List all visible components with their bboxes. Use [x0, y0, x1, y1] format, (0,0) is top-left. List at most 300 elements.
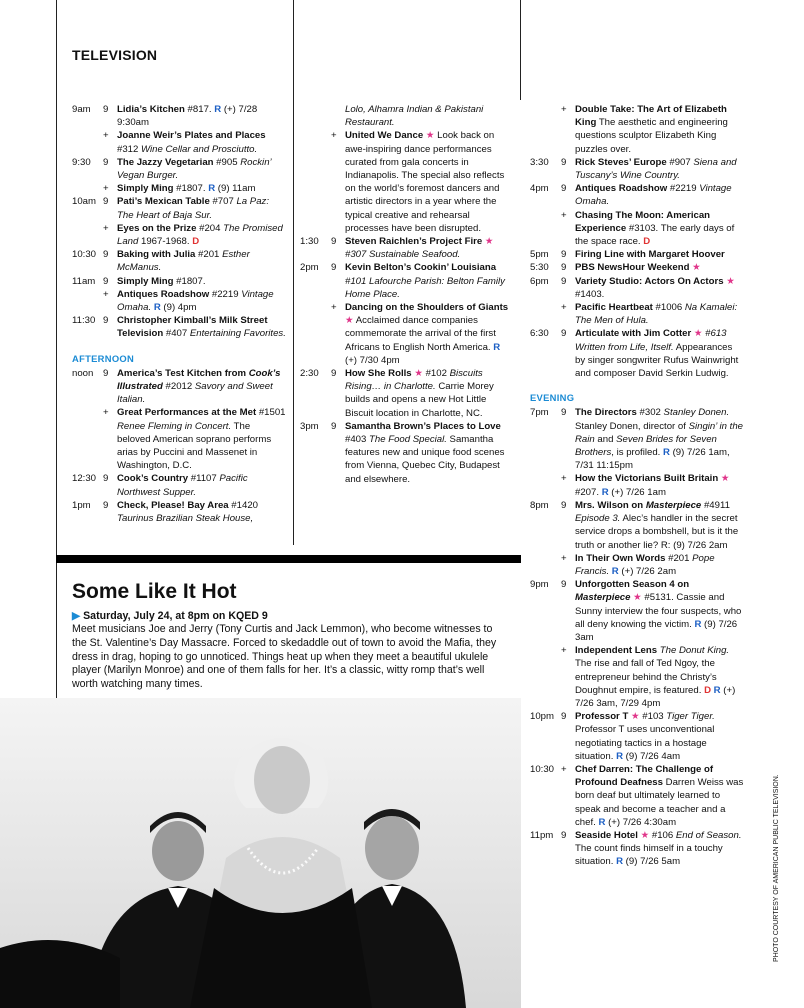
listing-text — [575, 406, 744, 472]
listing-detail: (+) 7/26 2am — [618, 565, 677, 577]
new-star-icon: ★ — [720, 473, 730, 485]
listing-time: 6pm — [530, 275, 549, 287]
episode-title: Episode 3. — [575, 513, 621, 525]
feature-airing-text: Saturday, July 24, at 8pm on KQED 9 — [83, 610, 268, 622]
episode-title: Rockin’ Vegan Burger. — [117, 156, 272, 182]
listing-text — [117, 367, 286, 407]
listing-text — [575, 472, 744, 498]
listing-channel: + — [103, 130, 109, 142]
listing-detail: (+) 7/28 9:30am — [117, 104, 258, 129]
listing-entry — [530, 578, 744, 644]
listing-time — [72, 129, 103, 155]
listing-detail: The count finds himself in a touchy situation. — [575, 843, 723, 868]
listing-time — [300, 103, 331, 129]
repeat-marker: R — [611, 565, 619, 577]
listing-channel: + — [331, 130, 337, 142]
listing-text — [345, 420, 514, 486]
listing-time: 3pm — [300, 420, 319, 432]
feature-airing — [72, 610, 510, 622]
episode-title: Siena and Tuscany’s Wine Country. — [575, 156, 737, 182]
episode-title: Vintage Omaha. — [575, 183, 732, 208]
listing-entry — [530, 248, 744, 261]
listing-detail: Darren Weiss was born deaf but ultimately learned to speak and become a teacher and a chef. — [575, 777, 744, 828]
listing-text — [575, 301, 744, 327]
listing-channel: 9 — [103, 104, 109, 115]
repeat-marker: R — [694, 618, 702, 630]
program-title: Double Take: The Art of Elizabeth King — [575, 104, 727, 129]
program-title: Kevin Belton’s Cookin’ Louisiana — [345, 262, 497, 274]
listing-channel: 9 — [561, 829, 567, 841]
episode-title: Pope Francis. — [575, 552, 715, 577]
listing-text — [345, 261, 514, 301]
listing-detail: #1420 — [228, 499, 258, 511]
listing-text — [575, 103, 744, 156]
new-star-icon: ★ — [726, 275, 735, 287]
listing-entry — [530, 552, 744, 578]
listing-detail: #201 — [195, 249, 223, 261]
listing-time: 1:30 — [300, 236, 319, 248]
listing-channel: 9 — [331, 368, 337, 380]
program-title: Articulate with Jim Cotter — [575, 328, 692, 340]
program-title: Steven Raichlen’s Project Fire — [345, 236, 483, 248]
program-title: Mrs. Wilson on — [575, 499, 646, 511]
episode-title: Stanley Donen. — [663, 407, 730, 419]
listing-detail: (9) 7/26 5am — [623, 856, 681, 868]
listing-channel: + — [103, 222, 109, 234]
listing-entry — [530, 499, 744, 552]
documentary-marker: D — [704, 684, 711, 696]
listing-channel: + — [103, 288, 109, 300]
listing-text — [117, 129, 286, 155]
listing-detail: (+) 7/26 3am, 7/29 4pm — [575, 684, 736, 709]
listing-text — [575, 261, 744, 274]
listing-entry — [300, 103, 514, 129]
listing-entry — [72, 275, 286, 288]
listing-entry — [530, 261, 744, 274]
listing-detail: #1006 — [652, 302, 685, 314]
listing-detail: #1807. — [173, 183, 209, 195]
listing-entry — [72, 129, 286, 155]
listing-text — [117, 195, 286, 221]
program-title: Lidia’s Kitchen — [117, 104, 185, 115]
section-label: AFTERNOON — [72, 352, 135, 364]
episode-title: Singin’ in the Rain — [575, 420, 743, 445]
listing-time: 4pm — [530, 183, 549, 195]
program-title: Firing Line with Margaret Hoover — [575, 249, 725, 261]
listing-detail: Samantha features new and unique food scenes from Vienna, Quebec City, Budapest and elsewhere. — [345, 434, 505, 485]
listing-text — [345, 129, 514, 235]
listing-entry — [72, 472, 286, 498]
listing-detail: #403 — [345, 434, 370, 446]
listing-time: 12:30 — [72, 473, 97, 485]
listing-text — [117, 499, 286, 525]
listing-entry — [530, 763, 744, 829]
listing-channel: 9 — [103, 249, 109, 261]
listing-detail: #3103. The early days of the space race. — [575, 222, 735, 248]
episode-title: Seven Brides for Seven Brothers — [575, 433, 717, 459]
program-title: Antiques Roadshow — [117, 288, 210, 300]
listing-detail: Carrie Morey builds and opens a new Hot Little Biscuit location in Charlotte, NC. — [345, 381, 494, 419]
listing-text — [575, 499, 744, 552]
program-title: Professor T — [575, 711, 629, 723]
listing-entry — [300, 235, 514, 261]
listing-detail: Alec’s handler in the secret service drops a bombshell, but is it the truth or another lie? R: (9) 7/26 2am — [575, 513, 739, 551]
new-star-icon: ★ — [425, 130, 435, 142]
listing-time: 9pm — [530, 579, 549, 591]
listing-detail: Appearances by singer songwriter Rufus Wainwright and composer David Serkin Ludwig. — [575, 341, 739, 380]
listing-detail: #5131. Cassie and Sunny interview the four suspects, who all deny knowing the victim. — [575, 592, 742, 630]
repeat-marker: R — [616, 750, 624, 762]
program-title: Simply Ming — [117, 183, 174, 195]
listing-channel: + — [103, 183, 109, 195]
listing-text — [575, 710, 744, 763]
listing-time — [530, 103, 561, 156]
listing-detail: (9) 7/26 3am — [575, 618, 738, 643]
listing-channel: 9 — [561, 249, 567, 261]
listing-detail: #817. — [184, 104, 215, 115]
listing-entry — [530, 301, 744, 327]
feature-title: Some Like It Hot — [72, 580, 237, 603]
listing-channel: 9 — [561, 262, 567, 274]
new-star-icon: ★ — [633, 592, 642, 604]
listing-entry — [300, 367, 514, 420]
repeat-marker: R — [598, 816, 606, 828]
repeat-marker: R — [601, 486, 609, 498]
listing-time — [530, 644, 561, 710]
listing-time — [72, 288, 103, 314]
listing-detail: #2219 — [209, 288, 242, 300]
listing-channel: + — [561, 473, 567, 485]
episode-title: Taurinus Brazilian Steak House, — [117, 513, 254, 525]
listing-channel: 9 — [561, 579, 567, 591]
listing-time: 2:30 — [300, 368, 319, 380]
episode-title: #613 Written from Life, Itself. — [575, 328, 727, 353]
listing-entry — [530, 472, 744, 498]
new-star-icon: ★ — [640, 829, 650, 841]
listing-channel: 9 — [561, 328, 567, 340]
episode-title: La Paz: The Heart of Baja Sur. — [117, 196, 270, 221]
listing-time — [530, 209, 561, 249]
listing-channel: 9 — [561, 499, 567, 511]
listing-time: 11pm — [530, 829, 554, 841]
listing-entry — [530, 275, 744, 301]
listing-text — [345, 235, 514, 261]
listing-channel: + — [561, 763, 567, 775]
listing-entry — [300, 261, 514, 301]
repeat-marker: R — [208, 183, 216, 195]
listing-entry — [530, 327, 744, 380]
listing-detail: Professor T uses unconventional negotiating tactics in a hostage situation. — [575, 724, 715, 762]
listing-text — [117, 248, 286, 274]
listing-text — [575, 644, 744, 710]
listing-detail: #2012 — [162, 381, 195, 393]
listing-detail: #2219 — [667, 183, 700, 195]
listing-detail: #905 — [213, 156, 241, 168]
listing-entry — [300, 301, 514, 367]
program-title: America’s Test Kitchen from — [117, 367, 249, 379]
listing-detail: and — [594, 433, 617, 445]
listing-time: 2pm — [300, 262, 319, 274]
listing-detail: #312 — [117, 143, 142, 155]
column-divider-2 — [520, 0, 521, 100]
repeat-marker: R — [153, 302, 161, 314]
listing-entry — [72, 248, 286, 274]
episode-title: Tiger Tiger. — [666, 711, 715, 723]
listing-detail: Acclaimed dance companies commemorate the arrival of the first Africans to English North America. — [345, 315, 496, 353]
listing-time — [72, 406, 103, 472]
listing-detail: #1501 — [256, 407, 286, 419]
listing-entry — [72, 195, 286, 221]
program-title: Simply Ming — [117, 275, 174, 287]
listing-channel: 9 — [331, 236, 337, 248]
listing-text — [117, 103, 286, 129]
listing-entry — [530, 406, 744, 472]
listing-channel: + — [561, 302, 567, 314]
listing-detail: (9) 7/26 1am, 7/31 11:15pm — [575, 447, 730, 472]
listing-time: 1pm — [72, 499, 91, 511]
episode-title: End of Season. — [675, 829, 742, 841]
listing-detail: #207. — [575, 486, 602, 498]
new-star-icon: ★ — [692, 262, 701, 274]
listing-detail: Look back on awe-inspiring dance performances curated from gala concerts in Indianapolis. The special also reflects on the world’s foremost dancers and artistic directors in a year where the typical creative and rehearsal processes have been disrupted. — [345, 130, 505, 234]
repeat-marker: R — [214, 104, 222, 115]
listing-channel: + — [561, 645, 567, 657]
listing-detail: #102 — [422, 368, 450, 380]
section-heading: TELEVISION — [72, 47, 158, 63]
schedule-column-3 — [530, 103, 744, 869]
listing-text — [575, 552, 744, 578]
listing-time: 5:30 — [530, 262, 549, 274]
movie-still-photo — [0, 698, 521, 1008]
episode-title: Biscuits Rising… in Charlotte. — [345, 368, 483, 393]
listing-entry — [300, 420, 514, 486]
listing-time: 6:30 — [530, 328, 549, 340]
program-title: How She Rolls — [345, 368, 412, 380]
listing-detail: #106 — [649, 829, 676, 841]
listing-time: 10:30 — [530, 763, 555, 775]
listing-time: 7pm — [530, 407, 549, 419]
program-title: Christopher Kimball’s Milk Street Television — [117, 315, 268, 340]
program-title: Joanne Weir’s Plates and Places — [117, 130, 266, 142]
listing-detail: #4911 — [701, 499, 730, 511]
listing-text — [117, 288, 286, 314]
listing-channel: 9 — [561, 711, 567, 723]
repeat-marker: R — [616, 856, 624, 868]
listing-detail: The beloved American soprano performs arias by Puccini and Massenet in Washington, D.C. — [117, 420, 272, 472]
listing-time: 11:30 — [72, 315, 96, 327]
program-title: Masterpiece — [575, 592, 631, 604]
episode-title: Entertaining Favorites. — [189, 328, 286, 340]
listing-channel: + — [561, 552, 567, 564]
listing-channel: + — [561, 209, 567, 221]
listing-text — [575, 156, 744, 182]
feature-divider-bar — [56, 555, 521, 563]
repeat-marker: R — [713, 684, 721, 696]
program-title: Masterpiece — [645, 499, 702, 511]
listing-detail: #1807. — [173, 275, 206, 287]
listing-text — [117, 156, 286, 182]
listing-time — [530, 472, 561, 498]
program-title: Independent Lens — [575, 645, 658, 657]
listing-text — [575, 248, 744, 261]
listing-channel: 9 — [103, 196, 109, 208]
listing-entry — [72, 314, 286, 340]
listing-text — [575, 829, 744, 869]
listing-channel: 9 — [561, 156, 567, 168]
listing-detail: (+) 7/26 1am — [608, 486, 666, 498]
listing-text — [575, 763, 744, 829]
program-title: Cook’s Country — [117, 473, 189, 485]
program-title: PBS NewsHour Weekend — [575, 262, 690, 274]
program-title: Check, Please! Bay Area — [117, 499, 229, 511]
program-title: Samantha Brown’s Places to Love — [345, 420, 501, 432]
feature-description: Meet musicians Joe and Jerry (Tony Curtis and Jack Lemmon), who become witnesses to the St. Valentine’s Day Massacre. Forced to skedaddle out of town to avoid the Mafia, they dress in drag, hoping to go unnoticed. Things heat up when they meet a beautiful ukulele player (Marilyn Monroe) and one of them falls for her. It’s a classic, witty romp that’s well worth watching many times. — [72, 623, 497, 691]
listing-detail: (9) 11am — [215, 183, 256, 195]
listing-text — [575, 182, 744, 208]
listing-channel: 9 — [561, 407, 567, 419]
listing-channel: 9 — [331, 262, 337, 274]
episode-title: Vintage Omaha. — [117, 288, 274, 314]
schedule-column-2 — [300, 103, 514, 486]
listing-entry — [530, 710, 744, 763]
listing-entry — [72, 103, 286, 129]
listing-detail: #103 — [639, 711, 667, 723]
listing-time: 10am — [72, 196, 96, 208]
episode-title: The Food Special. — [369, 434, 447, 446]
episode-title: #101 Lafourche Parish: Belton Family Home Place. — [345, 275, 505, 300]
listing-time — [530, 301, 561, 327]
listing-time: 5pm — [530, 249, 549, 261]
episode-title: The Promised Land — [117, 222, 283, 248]
listing-entry — [72, 406, 286, 472]
episode-title: Na Kamalei: The Men of Hula. — [575, 302, 738, 327]
program-title: Chasing The Moon: American Experience — [575, 209, 711, 234]
listing-time: 11am — [72, 275, 96, 287]
listing-text — [575, 209, 744, 249]
episode-title: Wine Cellar and Prosciutto. — [141, 143, 258, 155]
listing-entry — [530, 156, 744, 182]
new-star-icon: ★ — [631, 711, 640, 723]
listing-detail: #204 — [196, 222, 224, 234]
listing-text — [575, 275, 744, 301]
listing-detail: The rise and fall of Ted Ngoy, the entrepreneur behind the Christy’s Doughnut empire, is featured. — [575, 658, 717, 696]
listing-detail: The aesthetic and engineering questions sculptor Elizabeth King puzzles over. — [575, 117, 728, 155]
listing-channel: 9 — [561, 275, 567, 287]
listing-text — [117, 182, 286, 195]
listing-text — [575, 327, 744, 380]
listing-entry — [72, 156, 286, 182]
program-title: Baking with Julia — [117, 249, 196, 261]
listing-entry — [72, 182, 286, 195]
listing-detail: 1967-1968. — [138, 236, 193, 248]
listing-entry — [530, 644, 744, 710]
feature-box — [72, 578, 510, 692]
listing-time — [72, 222, 103, 248]
listing-detail: (9) 4pm — [160, 302, 197, 314]
program-title: Variety Studio: Actors On Actors — [575, 275, 724, 287]
program-title: Rick Steves’ Europe — [575, 156, 667, 168]
listing-entry — [530, 209, 744, 249]
listing-time — [300, 129, 331, 235]
listing-time — [300, 301, 331, 367]
episode-title: Renee Fleming in Concert. — [117, 420, 232, 432]
episode-title: #307 Sustainable Seafood. — [345, 249, 461, 261]
listing-text — [345, 301, 514, 367]
new-star-icon: ★ — [414, 368, 423, 380]
listing-channel: + — [561, 104, 567, 115]
listing-text — [345, 103, 514, 129]
photo-credit-text: PHOTO COURTESY OF AMERICAN PUBLIC TELEVISION. — [773, 774, 780, 962]
listing-entry — [530, 182, 744, 208]
listing-time: 10pm — [530, 711, 554, 723]
listing-entry — [72, 222, 286, 248]
column-divider-1 — [293, 0, 294, 545]
listing-detail: #1107 — [188, 473, 220, 485]
listing-channel: + — [331, 302, 337, 314]
program-title: Chef Darren: The Challenge of Profound Deafness — [575, 763, 714, 789]
listing-entry — [72, 367, 286, 407]
listing-entry — [530, 829, 744, 869]
program-title: The Jazzy Vegetarian — [117, 156, 214, 168]
listing-text — [117, 275, 286, 288]
listing-channel: 9 — [103, 499, 109, 511]
listing-detail: (+) 7/26 4:30am — [605, 816, 677, 828]
play-triangle-icon: ▶ — [72, 610, 81, 622]
listing-detail: #201 — [665, 552, 693, 564]
program-title: Eyes on the Prize — [117, 222, 197, 234]
program-title: Great Performances at the Met — [117, 407, 257, 419]
listing-detail: #1403. — [575, 288, 605, 300]
repeat-marker: R — [663, 447, 670, 459]
listing-text — [345, 367, 514, 420]
listing-time: 9am — [72, 104, 91, 115]
program-title: Pati’s Mexican Table — [117, 196, 210, 208]
listing-time: 10:30 — [72, 249, 97, 261]
program-title: Dancing on the Shoulders of Giants — [345, 302, 509, 314]
listing-detail: (9) 7/26 4am — [623, 750, 681, 762]
episode-title: Esther McManus. — [117, 249, 250, 274]
listing-text — [117, 472, 286, 498]
listing-time — [530, 552, 561, 578]
listing-channel: 9 — [103, 275, 109, 287]
listing-channel — [331, 103, 345, 129]
documentary-marker: D — [192, 236, 200, 248]
photo-credit — [770, 722, 780, 962]
program-title: Cook’s Illustrated — [117, 367, 281, 393]
listing-channel: 9 — [103, 315, 109, 327]
repeat-marker: R — [493, 341, 501, 353]
program-title: How the Victorians Built Britain — [575, 473, 719, 485]
listing-detail: (+) 7/30 4pm — [345, 354, 400, 366]
listing-channel: 9 — [331, 420, 337, 432]
listing-entry — [530, 103, 744, 156]
listing-detail: #302 — [636, 407, 664, 419]
section-label: EVENING — [530, 392, 575, 404]
listing-time — [72, 182, 103, 195]
listing-channel: 9 — [103, 367, 109, 379]
listing-entry — [300, 129, 514, 235]
program-title: Antiques Roadshow — [575, 183, 668, 195]
new-star-icon: ★ — [484, 236, 494, 248]
program-title: The Directors — [575, 407, 637, 419]
program-title: United We Dance — [345, 130, 424, 142]
documentary-marker: D — [643, 236, 651, 248]
listing-detail: , is profiled. — [611, 447, 663, 459]
listing-channel: 9 — [561, 183, 567, 195]
listing-text — [575, 578, 744, 644]
episode-title: Lolo, Alhamra Indian & Pakistani Restaurant. — [345, 104, 484, 129]
listing-text — [117, 222, 286, 248]
